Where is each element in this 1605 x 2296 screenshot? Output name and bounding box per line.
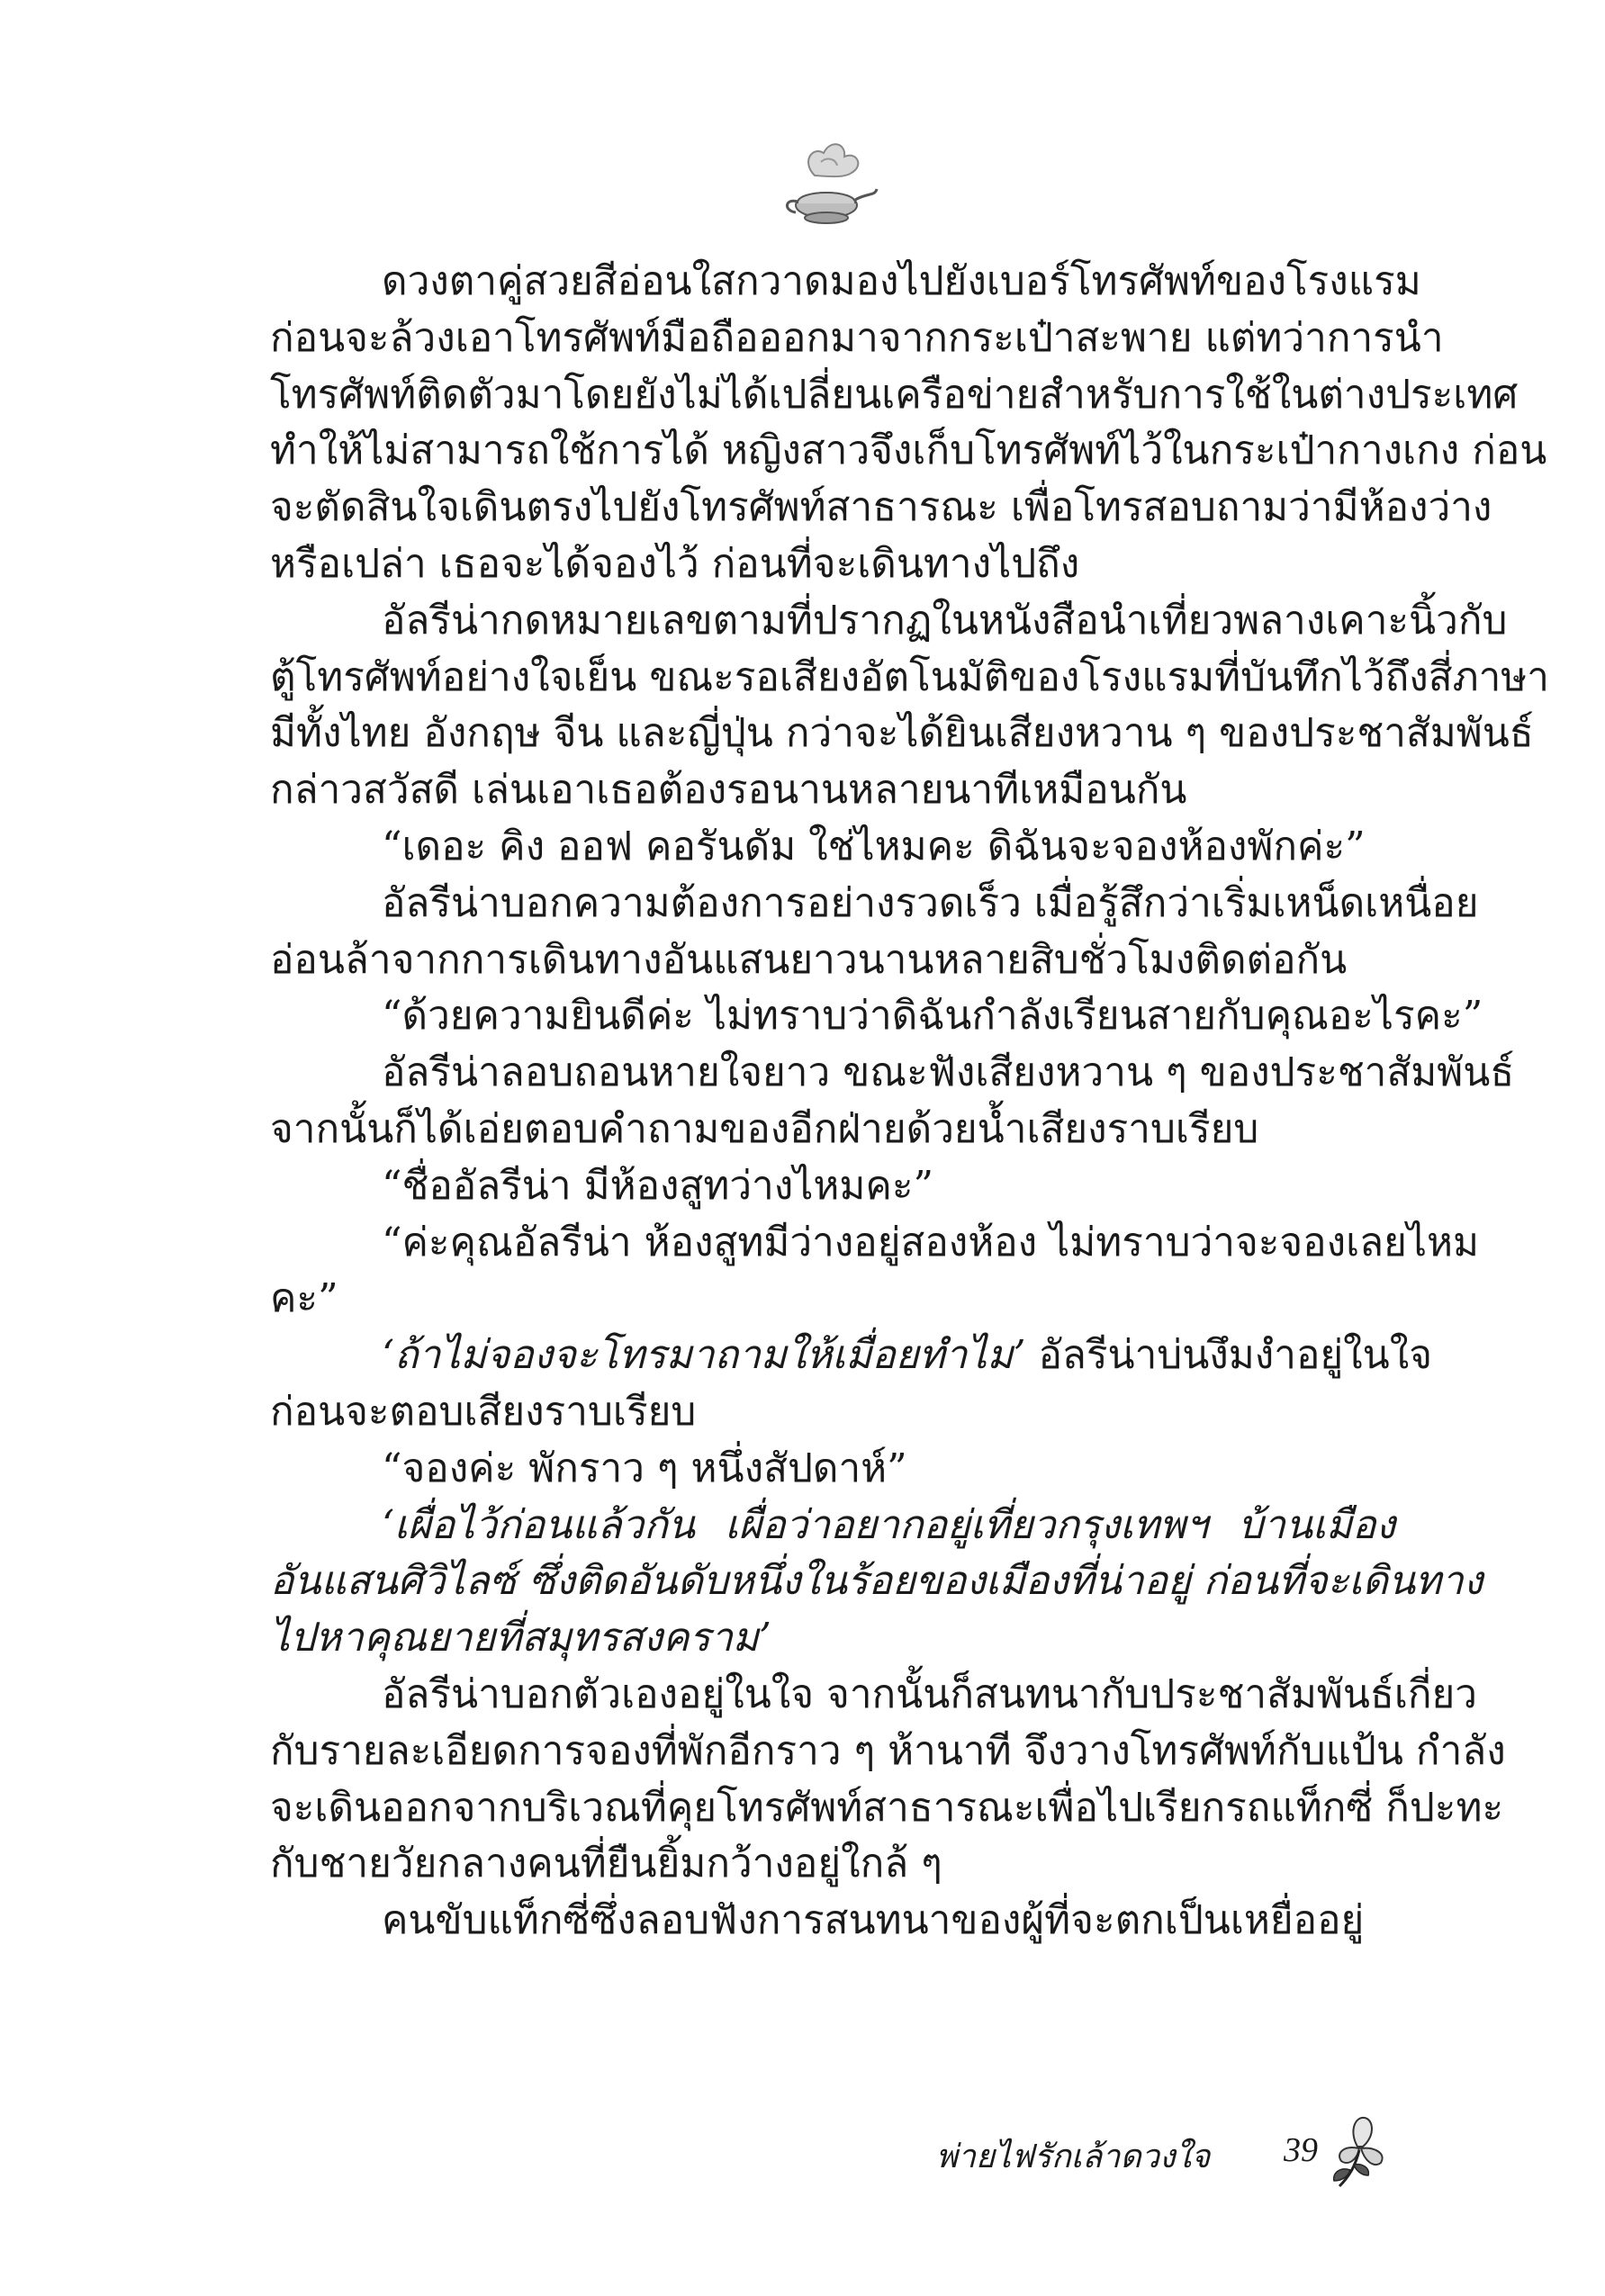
- paragraph-line: จะตัดสินใจเดินตรงไปยังโทรศัพท์สาธารณะ เพื่อโทรสอบถามว่ามีห้องว่าง: [270, 484, 1492, 531]
- paragraph-line: อัลรีน่าบอกตัวเองอยู่ในใจ จากนั้นก็สนทนากับประชาสัมพันธ์เกี่ยว: [382, 1670, 1478, 1717]
- mixed-line: [270, 1328, 1432, 1384]
- dialogue-line: “ชื่ออัลรีน่า มีห้องสูทว่างไหมคะ”: [382, 1162, 933, 1209]
- paragraph-line: อัลรีน่าบอกความต้องการอย่างรวดเร็ว เมื่อรู้สึกว่าเริ่มเหน็ดเหนื่อย: [382, 879, 1479, 926]
- paragraph-line: กล่าวสวัสดี เล่นเอาเธอต้องรอนานหลายนาทีเหมือนกัน: [270, 767, 1187, 814]
- paragraph-line: หรือเปล่า เธอจะได้จองไว้ ก่อนที่จะเดินทางไปถึง: [270, 540, 1080, 587]
- page-footer: [936, 2111, 1386, 2192]
- paragraph-line: อัลรีน่าลอบถอนหายใจยาว ขณะฟังเสียงหวาน ๆ ของประชาสัมพันธ์: [382, 1049, 1515, 1096]
- paragraph-line: อ่อนล้าจากการเดินทางอันแสนยาวนานหลายสิบชั่วโมงติดต่อกัน: [270, 936, 1348, 983]
- paragraph-line: กับชายวัยกลางคนที่ยืนยิ้มกว้างอยู่ใกล้ ๆ: [270, 1841, 942, 1887]
- inner-thought-text: ‘ถ้าไม่จองจะโทรมาถามให้เมื่อยทำไม’: [382, 1332, 1026, 1379]
- running-title: พ่ายไฟรักเล้าดวงใจ: [936, 2138, 1211, 2175]
- page-number: 39: [1284, 2131, 1318, 2169]
- paragraph-line: ก่อนจะตอบเสียงราบเรียบ: [270, 1388, 697, 1435]
- paragraph-line: ทำให้ไม่สามารถใช้การได้ หญิงสาวจึงเก็บโทรศัพท์ไว้ในกระเป๋ากางเกง ก่อน: [270, 428, 1547, 474]
- paragraph-line: จากนั้นก็ได้เอ่ยตอบคำถามของอีกฝ่ายด้วยน้ำเสียงราบเรียบ: [270, 1105, 1259, 1152]
- narration-text: อัลรีน่าบ่นงึมงำอยู่ในใจ: [1025, 1332, 1432, 1379]
- paragraph-line: ก่อนจะล้วงเอาโทรศัพท์มือถือออกมาจากกระเป๋าสะพาย แต่ทว่าการนำ: [270, 314, 1444, 361]
- paragraph-line: ตู้โทรศัพท์อย่างใจเย็น ขณะรอเสียงอัตโนมัติของโรงแรมที่บันทึกไว้ถึงสี่ภาษา: [270, 653, 1549, 700]
- paragraph-line: มีทั้งไทย อังกฤษ จีน และญี่ปุ่น กว่าจะได้ยินเสียงหวาน ๆ ของประชาสัมพันธ์: [270, 710, 1534, 757]
- teapot-ornament-icon: [774, 135, 882, 234]
- dialogue-line: “จองค่ะ พักราว ๆ หนึ่งสัปดาห์”: [382, 1445, 907, 1491]
- inner-thought-line: อันแสนศิวิไลซ์ ซึ่งติดอันดับหนึ่งในร้อยของเมืองที่น่าอยู่ ก่อนที่จะเดินทาง: [270, 1558, 1483, 1605]
- paragraph-line: คนขับแท็กซี่ซึ่งลอบฟังการสนทนาของผู้ที่จะตกเป็นเหยื่ออยู่: [382, 1897, 1365, 1944]
- dialogue-line: “ค่ะคุณอัลรีน่า ห้องสูทมีว่างอยู่สองห้อง ไม่ทราบว่าจะจองเลยไหม: [382, 1219, 1480, 1265]
- paragraph-line: โทรศัพท์ติดตัวมาโดยยังไม่ได้เปลี่ยนเครือข่ายสำหรับการใช้ในต่างประเทศ: [270, 371, 1519, 418]
- paragraph-line: ดวงตาคู่สวยสีอ่อนใสกวาดมองไปยังเบอร์โทรศัพท์ของโรงแรม: [382, 258, 1421, 304]
- dialogue-line: “เดอะ คิง ออฟ คอรันดัม ใช่ไหมคะ ดิฉันจะจองห้องพักค่ะ”: [382, 823, 1366, 869]
- flower-ornament-icon: [1323, 2111, 1395, 2192]
- paragraph-line: อัลรีน่ากดหมายเลขตามที่ปรากฏในหนังสือนำเที่ยวพลางเคาะนิ้วกับ: [382, 597, 1508, 644]
- body-text: [270, 254, 1549, 1949]
- inner-thought-line: ไปหาคุณยายที่สมุทรสงคราม’: [270, 1615, 771, 1661]
- dialogue-line: “ด้วยความยินดีค่ะ ไม่ทราบว่าดิฉันกำลังเรียนสายกับคุณอะไรคะ”: [382, 993, 1483, 1040]
- paragraph-line: กับรายละเอียดการจองที่พักอีกราว ๆ ห้านาที จึงวางโทรศัพท์กับแป้น กำลัง: [270, 1727, 1506, 1774]
- dialogue-line: คะ”: [270, 1275, 338, 1322]
- paragraph-line: จะเดินออกจากบริเวณที่คุยโทรศัพท์สาธารณะเพื่อไปเรียกรถแท็กซี่ ก็ปะทะ: [270, 1784, 1504, 1831]
- inner-thought-line: ‘เผื่อไว้ก่อนแล้วกัน เผื่อว่าอยากอยู่เที่ยวกรุงเทพฯ บ้านเมือง: [382, 1501, 1395, 1548]
